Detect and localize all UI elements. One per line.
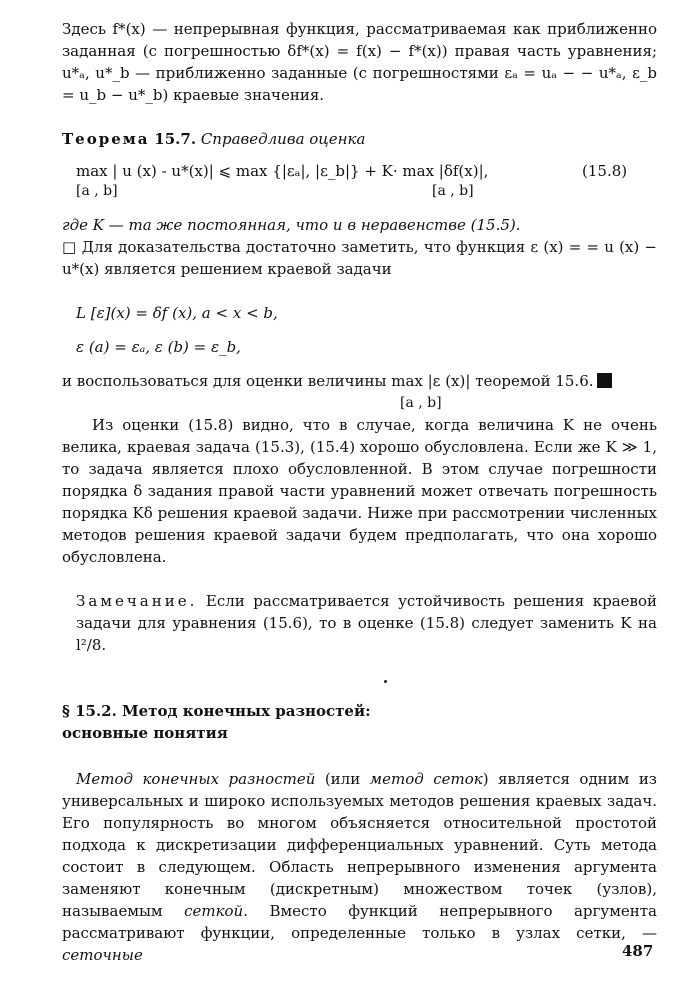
proof-conclusion bbox=[62, 370, 657, 392]
separator-dot bbox=[384, 680, 387, 683]
formula-sub-right: [a , b] bbox=[432, 183, 474, 199]
formula-number: (15.8) bbox=[582, 162, 628, 180]
section-title-line2: основные понятия bbox=[62, 724, 228, 742]
proof-paragraph: □ Для доказательства достаточно заметить, что функция ε (x) = = u (x) − u*(x) является решением краевой задачи bbox=[62, 238, 657, 278]
paragraph-intro: Здесь f*(x) — непрерывная функция, рассматриваемая как приближенно заданная (с погрешностью δf*(x) = f(x) − f*(x)) правая часть уравнения; u*ₐ, u*_b — приближенно заданные (с погрешностями εₐ = uₐ − − u*ₐ, ε_b = u_b − u*_b) краевые значения. bbox=[62, 20, 657, 104]
remark-text: Если рассматривается устойчивость решения краевой задачи для уравнения (15.6), то в оценке (15.8) следует заменить K на l²/8. bbox=[76, 592, 657, 654]
section-title bbox=[62, 700, 657, 744]
where-clause: где K — та же постоянная, что и в неравенстве (15.5). bbox=[62, 216, 521, 234]
conclusion-sub: [a , b] bbox=[400, 395, 442, 411]
proof-conclusion-text: и воспользоваться для оценки величины max |ε (x)| теоремой 15.6. bbox=[62, 372, 594, 390]
paragraph-method bbox=[62, 768, 657, 966]
theorem-number: 15.7. bbox=[154, 130, 197, 148]
paragraph-method-body: ) является одним из универсальных и широко используемых методов решения краевых задач. Его популярность во многом объясняется относительной простотой подхода к дискретизации дифференциальных уравнений. Суть метода состоит в следующем. Область непрерывного изменения аргумента заменяют конечным (дискретным) множеством точек (узлов), называемым bbox=[62, 770, 657, 920]
theorem-statement: Справедлива оценка bbox=[200, 130, 366, 148]
theorem-heading bbox=[62, 128, 657, 150]
formula-15-8: max | u (x) - u*(x)| ⩽ max {|εₐ|, |ε_b|} + K· max |δf(x)|, bbox=[76, 162, 489, 180]
page-number: 487 bbox=[622, 942, 654, 960]
formula-sub-left: [a , b] bbox=[76, 183, 118, 199]
remark bbox=[76, 590, 657, 656]
end-of-proof-icon bbox=[597, 373, 612, 388]
term-finite-differences: Метод конечных разностей bbox=[76, 770, 316, 788]
term-grid-functions: сеточные bbox=[62, 946, 143, 964]
remark-label: Замечание. bbox=[76, 592, 198, 610]
term-grid: сеткой bbox=[184, 902, 244, 920]
paragraph-conditioning: Из оценки (15.8) видно, что в случае, когда величина K не очень велика, краевая задача (15.3), (15.4) хорошо обусловлена. Если же K ≫ 1, то задача является плохо обусловленной. В этом случае погрешности порядка δ задания правой части уравнений может отвечать погрешность порядка Kδ решения краевой задачи. Ниже при рассмотрении численных методов решения краевой задачи будем предполагать, что она хорошо обусловлена. bbox=[62, 416, 657, 566]
paragraph-method-body2: . Вместо функций непрерывного аргумента рассматривают функции, определенные только в узлах сетки, — bbox=[62, 902, 657, 942]
theorem-label: Теорема bbox=[62, 130, 150, 148]
term-grid-method: метод сеток bbox=[369, 770, 483, 788]
boundary-equation-1: L [ε](x) = δf (x), a < x < b, bbox=[76, 304, 278, 322]
boundary-equation-2: ε (a) = εₐ, ε (b) = ε_b, bbox=[76, 338, 241, 356]
paragraph-method-part: (или bbox=[315, 770, 370, 788]
section-title-line1: § 15.2. Метод конечных разностей: bbox=[62, 702, 371, 720]
